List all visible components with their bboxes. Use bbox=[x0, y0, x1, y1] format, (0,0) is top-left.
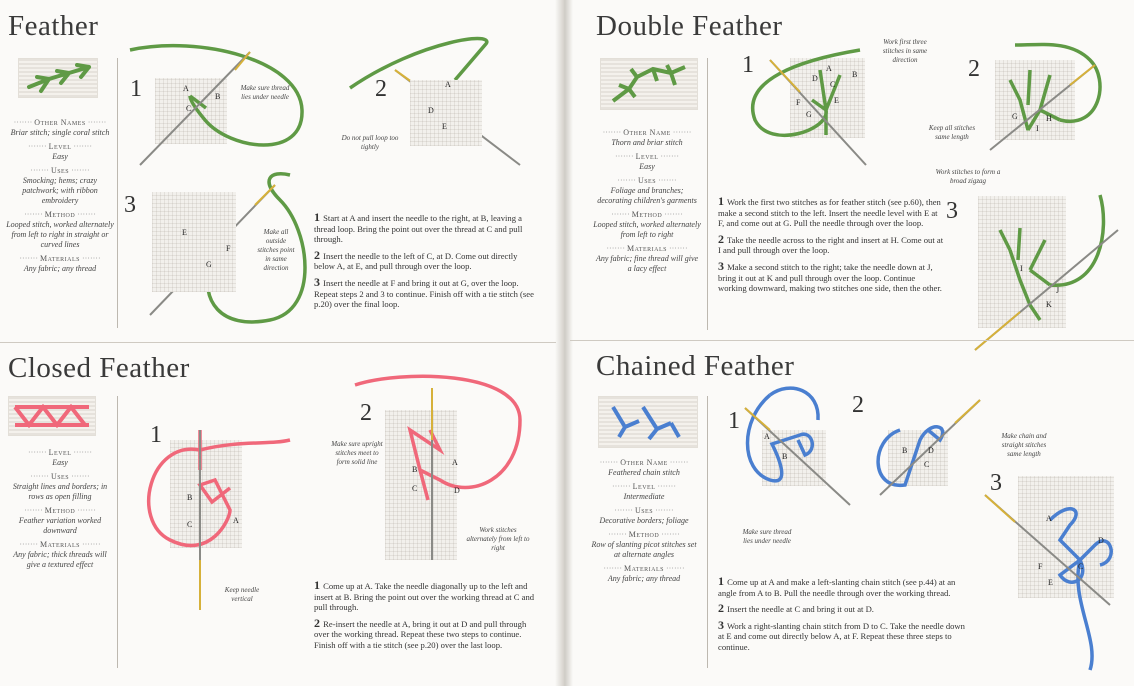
closed-feather-info-value: Feather variation worked downward bbox=[18, 516, 102, 535]
step-number: 2 bbox=[314, 615, 320, 630]
chained-feather-note: Make chain and straight stitches same length bbox=[1001, 432, 1047, 458]
point-label: A bbox=[764, 432, 770, 441]
section-title-double-feather: Double Feather bbox=[596, 10, 783, 42]
step-number: 1 bbox=[728, 408, 740, 434]
closed-feather-info-heading: ······· Materials ······· bbox=[6, 540, 114, 550]
step-number: 2 bbox=[375, 76, 387, 102]
point-label: A bbox=[233, 516, 239, 525]
double-feather-info-heading: ······· Method ······· bbox=[593, 210, 701, 220]
point-label: C bbox=[924, 460, 930, 469]
section-title-closed-feather: Closed Feather bbox=[8, 352, 190, 384]
double-feather-info-value: Looped stitch, worked alternately from left to right bbox=[593, 220, 701, 239]
point-label: A bbox=[452, 458, 458, 467]
step-text: Make a second stitch to the right; take the needle down at J, bring it out at K and pull through over the loop. Continue working downward, making two stitches one side, then the other. bbox=[718, 261, 942, 294]
step-number: 3 bbox=[718, 617, 724, 632]
point-label: I bbox=[1020, 264, 1023, 273]
closed-feather-info-heading: ······· Level ······· bbox=[6, 448, 114, 458]
point-label: H bbox=[1046, 114, 1052, 123]
point-label: B bbox=[412, 465, 418, 474]
step-text: Work the first two stitches as for feather stitch (see p.60), then make a second stitch to the left. Insert the needle level with E at F, and come out at G. Pull the needle through over the loop. bbox=[718, 197, 941, 229]
step-number: 3 bbox=[946, 198, 958, 224]
step-text: Start at A and insert the needle to the right, at B, leaving a thread loop. Bring the point out over the thread at C and pull through. bbox=[314, 213, 523, 245]
step-number: 2 bbox=[968, 56, 980, 82]
point-label: C bbox=[412, 484, 418, 493]
chained-feather-info-value: Row of slanting picot stitches set at alternate angles bbox=[591, 540, 697, 559]
feather-note: Make all outside stitches point in same direction bbox=[257, 228, 295, 272]
closed-feather-info-value: Any fabric; thick threads will give a textured effect bbox=[13, 550, 107, 569]
point-label: J bbox=[1056, 286, 1060, 295]
step-number: 1 bbox=[150, 422, 162, 448]
point-label: C bbox=[187, 520, 193, 529]
double-feather-info-heading: ······· Uses ······· bbox=[593, 176, 701, 186]
point-label: A bbox=[1046, 514, 1052, 523]
point-label: D bbox=[454, 486, 460, 495]
point-label: K bbox=[1046, 300, 1052, 309]
chained-feather-info-heading: ······· Other Name ······· bbox=[590, 458, 698, 468]
feather-info-value: Easy bbox=[52, 152, 68, 161]
double-feather-info-value: Foliage and branches; decorating children's garments bbox=[597, 186, 697, 205]
feather-info-heading: ······· Level ······· bbox=[6, 142, 114, 152]
step-number: 2 bbox=[718, 601, 724, 616]
step-number: 2 bbox=[360, 400, 372, 426]
point-label: A bbox=[445, 80, 451, 89]
chained-feather-info-heading: ······· Materials ······· bbox=[590, 564, 698, 574]
point-label: G bbox=[1012, 112, 1018, 121]
closed-feather-info-heading: ······· Uses ······· bbox=[6, 472, 114, 482]
point-label: F bbox=[796, 98, 801, 107]
double-feather-note: Work stitches to form a broad zigzag bbox=[935, 168, 1001, 185]
feather-info-value: Looped stitch, worked alternately from left to right in straight or curved lines bbox=[6, 220, 114, 249]
point-label: E bbox=[442, 122, 447, 131]
chained-feather-info-value: Any fabric; any thread bbox=[607, 574, 681, 583]
point-label: A bbox=[183, 84, 189, 93]
point-label: C bbox=[186, 104, 192, 113]
point-label: D bbox=[1098, 536, 1104, 545]
chained-feather-instructions bbox=[718, 576, 972, 658]
chained-feather-note: Make sure thread lies under needle bbox=[742, 528, 792, 545]
point-label: D bbox=[812, 74, 818, 83]
feather-note: Make sure thread lies under needle bbox=[240, 84, 290, 101]
step-number: 3 bbox=[314, 274, 320, 289]
point-label: E bbox=[182, 228, 187, 237]
point-label: B bbox=[782, 452, 788, 461]
point-label: B bbox=[215, 92, 221, 101]
step-number: 1 bbox=[314, 210, 320, 224]
step-text: Re-insert the needle at A, bring it out at D and pull through over the working thread. Repeat these two steps to continue. Finish off with a tie stitch (see p.20) over the last loop. bbox=[314, 618, 527, 650]
feather-info-value: Any fabric; any thread bbox=[23, 264, 97, 273]
step-number: 1 bbox=[718, 194, 724, 208]
step-number: 2 bbox=[718, 231, 724, 246]
step-number: 2 bbox=[314, 247, 320, 262]
chained-feather-info-value: Decorative borders; foliage bbox=[599, 516, 689, 525]
point-label: G bbox=[206, 260, 212, 269]
feather-info-value: Briar stitch; single coral stitch bbox=[10, 128, 110, 137]
step-number: 1 bbox=[742, 52, 754, 78]
point-label: F bbox=[1038, 562, 1043, 571]
step-text: Come up at A. Take the needle diagonally up to the left and insert at B. Bring the point out over the working thread at C and pull through. bbox=[314, 581, 535, 613]
point-label: G bbox=[806, 110, 812, 119]
double-feather-info-value: Thorn and briar stitch bbox=[611, 138, 683, 147]
chained-feather-info-value: Intermediate bbox=[623, 492, 665, 501]
double-feather-info-heading: ······· Level ······· bbox=[593, 152, 701, 162]
step-text: Insert the needle to the left of C, at D. Come out directly below A, at E, and pull through over the loop. bbox=[314, 250, 518, 272]
closed-feather-info-value: Straight lines and borders; in rows as open filling bbox=[12, 482, 108, 501]
double-feather-note: Keep all stitches same length bbox=[928, 124, 976, 141]
step-text: Come up at A and make a left-slanting chain stitch (see p.44) at an angle from A to B. Pull the needle through over the working thread. bbox=[718, 577, 956, 598]
step-number: 1 bbox=[130, 76, 142, 102]
step-number: 2 bbox=[852, 392, 864, 418]
closed-feather-note: Work stitches alternately from left to right bbox=[466, 526, 530, 552]
point-label: E bbox=[1048, 578, 1053, 587]
double-feather-info-heading: ······· Other Name ······· bbox=[593, 128, 701, 138]
double-feather-note: Work first three stitches in same direction bbox=[882, 38, 928, 64]
step-text: Insert the needle at F and bring it out at G, over the loop. Repeat steps 2 and 3 to continue. Finish off with a tie stitch (see p.20) over the final loop. bbox=[314, 277, 534, 310]
section-title-chained-feather: Chained Feather bbox=[596, 350, 795, 382]
point-label: B bbox=[852, 70, 858, 79]
point-label: E bbox=[834, 96, 839, 105]
point-label: C bbox=[1078, 562, 1084, 571]
feather-info-value: Smocking; hems; crazy patchwork; with ribbon embroidery bbox=[22, 176, 98, 205]
step-number: 1 bbox=[314, 578, 320, 592]
step-number: 3 bbox=[124, 192, 136, 218]
closed-feather-note: Make sure upright stitches meet to form solid line bbox=[331, 440, 383, 466]
point-label: I bbox=[1036, 124, 1039, 133]
closed-feather-info-heading: ······· Method ······· bbox=[6, 506, 114, 516]
step-text: Insert the needle at C and bring it out at D. bbox=[727, 604, 874, 615]
point-label: D bbox=[928, 446, 934, 455]
closed-feather-note: Keep needle vertical bbox=[224, 586, 260, 603]
feather-note: Do not pull loop too tightly bbox=[341, 134, 399, 151]
double-feather-info-value: Any fabric; fine thread will give a lacy effect bbox=[595, 254, 699, 273]
point-label: F bbox=[226, 244, 231, 253]
step-text: Work a right-slanting chain stitch from D to C. Take the needle down at E and come out directly below A, at F. Repeat these three steps to continue. bbox=[718, 620, 965, 652]
double-feather-info-value: Easy bbox=[639, 162, 655, 171]
feather-info-heading: ······· Materials ······· bbox=[6, 254, 114, 264]
point-label: B bbox=[902, 446, 908, 455]
point-label: A bbox=[826, 64, 832, 73]
double-feather-info-heading: ······· Materials ······· bbox=[593, 244, 701, 254]
section-title-feather: Feather bbox=[8, 10, 99, 42]
closed-feather-info-value: Easy bbox=[52, 458, 68, 467]
feather-info-heading: ······· Uses ······· bbox=[6, 166, 114, 176]
feather-info-heading: ······· Method ······· bbox=[6, 210, 114, 220]
feather-info-heading: ······· Other Names ······· bbox=[6, 118, 114, 128]
point-label: C bbox=[830, 80, 836, 89]
step-number: 3 bbox=[718, 258, 724, 273]
point-label: D bbox=[428, 106, 434, 115]
chained-feather-info-value: Feathered chain stitch bbox=[608, 468, 680, 477]
step-number: 1 bbox=[718, 574, 724, 588]
point-label: B bbox=[187, 493, 193, 502]
step-number: 3 bbox=[990, 470, 1002, 496]
chained-feather-info-heading: ······· Level ······· bbox=[590, 482, 698, 492]
chained-feather-info-heading: ······· Uses ······· bbox=[590, 506, 698, 516]
step-text: Take the needle across to the right and insert at H. Come out at I and pull through over the loop. bbox=[718, 234, 944, 256]
chained-feather-info-heading: ······· Method ······· bbox=[590, 530, 698, 540]
